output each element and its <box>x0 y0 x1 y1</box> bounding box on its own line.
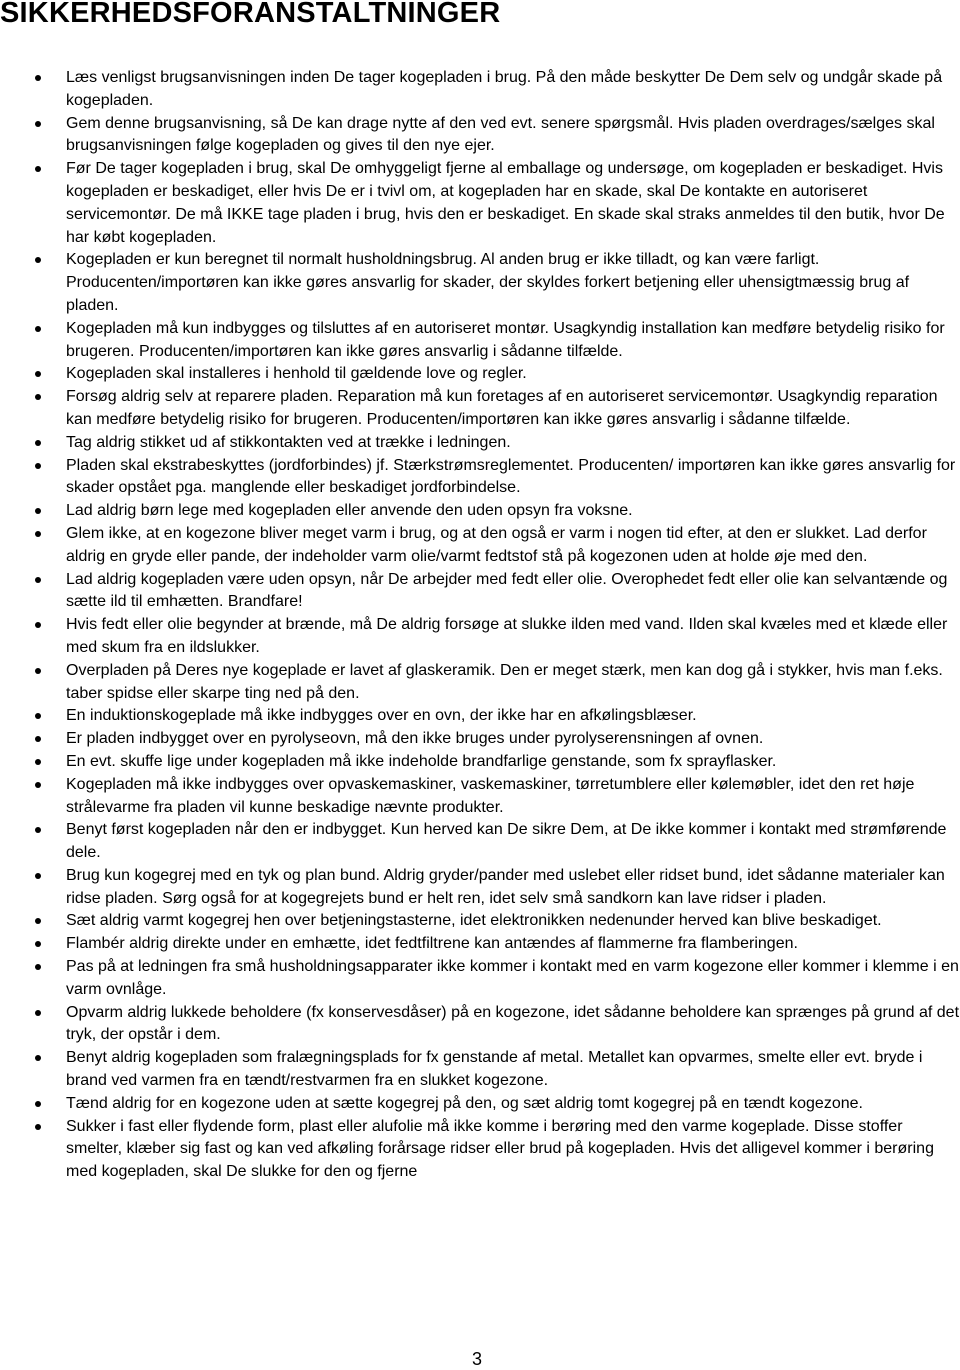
list-item: Kogepladen skal installeres i henhold til gældende love og regler. <box>66 363 959 386</box>
list-item: Kogepladen må ikke indbygges over opvaskemaskiner, vaskemaskiner, tørretumblere eller kølemøbler, idet den ret høje strålevarme fra pladen vil kunne beskadige nævnte produkter. <box>66 774 959 820</box>
list-item: Tænd aldrig for en kogezone uden at sætte kogegrej på den, og sæt aldrig tomt kogegrej på en tændt kogezone. <box>66 1093 959 1116</box>
page-number: 3 <box>472 1349 483 1369</box>
list-item: Pladen skal ekstrabeskyttes (jordforbindes) jf. Stærkstrømsreglementet. Producenten/ importøren kan ikke gøres ansvarlig for skader opstået pga. manglende eller beskadiget jordforbindelse. <box>66 455 959 501</box>
list-item: Flambér aldrig direkte under en emhætte, idet fedtfiltrene kan antændes af flammerne fra flamberingen. <box>66 933 959 956</box>
list-item: Læs venligst brugsanvisningen inden De tager kogepladen i brug. På den måde beskytter De Dem selv og undgår skade på kogepladen. <box>66 67 959 113</box>
list-item: Tag aldrig stikket ud af stikkontakten ved at trække i ledningen. <box>66 432 959 455</box>
list-item: Forsøg aldrig selv at reparere pladen. Reparation må kun foretages af en autoriseret servicemontør. Usagkyndig reparation kan medføre betydelig risiko for brugeren. Producenten/importøren kan ikke gøres ansvarlig i sådanne tilfælde. <box>66 386 959 432</box>
list-item: Glem ikke, at en kogezone bliver meget varm i brug, og at den også er varm i nogen tid efter, at den er slukket. Lad derfor aldrig en gryde eller pande, der indeholder varm olie/varmt fedtstof stå på kogezonen uden at holde øje med den. <box>66 523 959 569</box>
list-item: Opvarm aldrig lukkede beholdere (fx konservesdåser) på en kogezone, idet sådanne beholdere kan sprænges på grund af det tryk, der opstår i dem. <box>66 1002 959 1048</box>
list-item: Benyt først kogepladen når den er indbygget. Kun herved kan De sikre Dem, at De ikke kommer i kontakt med strømførende dele. <box>66 819 959 865</box>
safety-instructions-list <box>66 67 959 1184</box>
page-title: SIKKERHEDSFORANSTALTNINGER <box>0 0 501 29</box>
list-item: En evt. skuffe lige under kogepladen må ikke indeholde brandfarlige genstande, som fx sprayflasker. <box>66 751 959 774</box>
list-item: Lad aldrig kogepladen være uden opsyn, når De arbejder med fedt eller olie. Overophedet fedt eller olie kan selvantænde og sætte ild til emhætten. Brandfare! <box>66 569 959 615</box>
list-item: Benyt aldrig kogepladen som fralægningsplads for fx genstande af metal. Metallet kan opvarmes, smelte eller evt. bryde i brand ved varmen fra en tændt/restvarmen fra en slukket kogezone. <box>66 1047 959 1093</box>
list-item: Er pladen indbygget over en pyrolyseovn, må den ikke bruges under pyrolyserensningen af ovnen. <box>66 728 959 751</box>
list-item: Kogepladen er kun beregnet til normalt husholdningsbrug. Al anden brug er ikke tilladt, og kan være farligt. Producenten/importøren kan ikke gøres ansvarlig for skader, der skyldes forkert betjening eller uhensigtmæssig brug af pladen. <box>66 249 959 317</box>
list-item: Overpladen på Deres nye kogeplade er lavet af glaskeramik. Den er meget stærk, men kan dog gå i stykker, hvis man f.eks. taber spidse eller skarpe ting ned på den. <box>66 660 959 706</box>
list-item: Brug kun kogegrej med en tyk og plan bund. Aldrig gryder/pander med uslebet eller ridset bund, idet sådanne materialer kan ridse pladen. Sørg også for at kogegrejets bund er helt ren, idet selv små sandkorn kan lave ridser i pladen. <box>66 865 959 911</box>
list-item: Hvis fedt eller olie begynder at brænde, må De aldrig forsøge at slukke ilden med vand. Ilden skal kvæles med et klæde eller med skum fra en ildslukker. <box>66 614 959 660</box>
list-item: Gem denne brugsanvisning, så De kan drage nytte af den ved evt. senere spørgsmål. Hvis pladen overdrages/sælges skal brugsanvisningen følge kogepladen og gives til den nye ejer. <box>66 113 959 159</box>
list-item: Lad aldrig børn lege med kogepladen eller anvende den uden opsyn fra voksne. <box>66 500 959 523</box>
list-item: Sukker i fast eller flydende form, plast eller alufolie må ikke komme i berøring med den varme kogeplade. Disse stoffer smelter, klæber sig fast og kan ved afkøling forårsage ridser eller brud på kogepladen. Hvis det alligevel kommer i berøring med kogepladen, skal De slukke for den og fjerne <box>66 1116 959 1184</box>
list-item: Kogepladen må kun indbygges og tilsluttes af en autoriseret montør. Usagkyndig installation kan medføre betydelig risiko for brugeren. Producenten/importøren kan ikke gøres ansvarlig i sådanne tilfælde. <box>66 318 959 364</box>
list-item: Pas på at ledningen fra små husholdningsapparater ikke kommer i kontakt med en varm kogezone eller kommer i klemme i en varm ovnlåge. <box>66 956 959 1002</box>
list-item: Før De tager kogepladen i brug, skal De omhyggeligt fjerne al emballage og undersøge, om kogepladen er beskadiget. Hvis kogepladen er beskadiget, eller hvis De er i tvivl om, at kogepladen har en skade, skal De kontakte en autoriseret servicemontør. De må IKKE tage pladen i brug, hvis den er beskadiget. En skade skal straks anmeldes til den butik, hvor De har købt kogepladen. <box>66 158 959 249</box>
list-item: Sæt aldrig varmt kogegrej hen over betjeningstasterne, idet elektronikken nedenunder herved kan blive beskadiget. <box>66 910 959 933</box>
list-item: En induktionskogeplade må ikke indbygges over en ovn, der ikke har en afkølingsblæser. <box>66 705 959 728</box>
